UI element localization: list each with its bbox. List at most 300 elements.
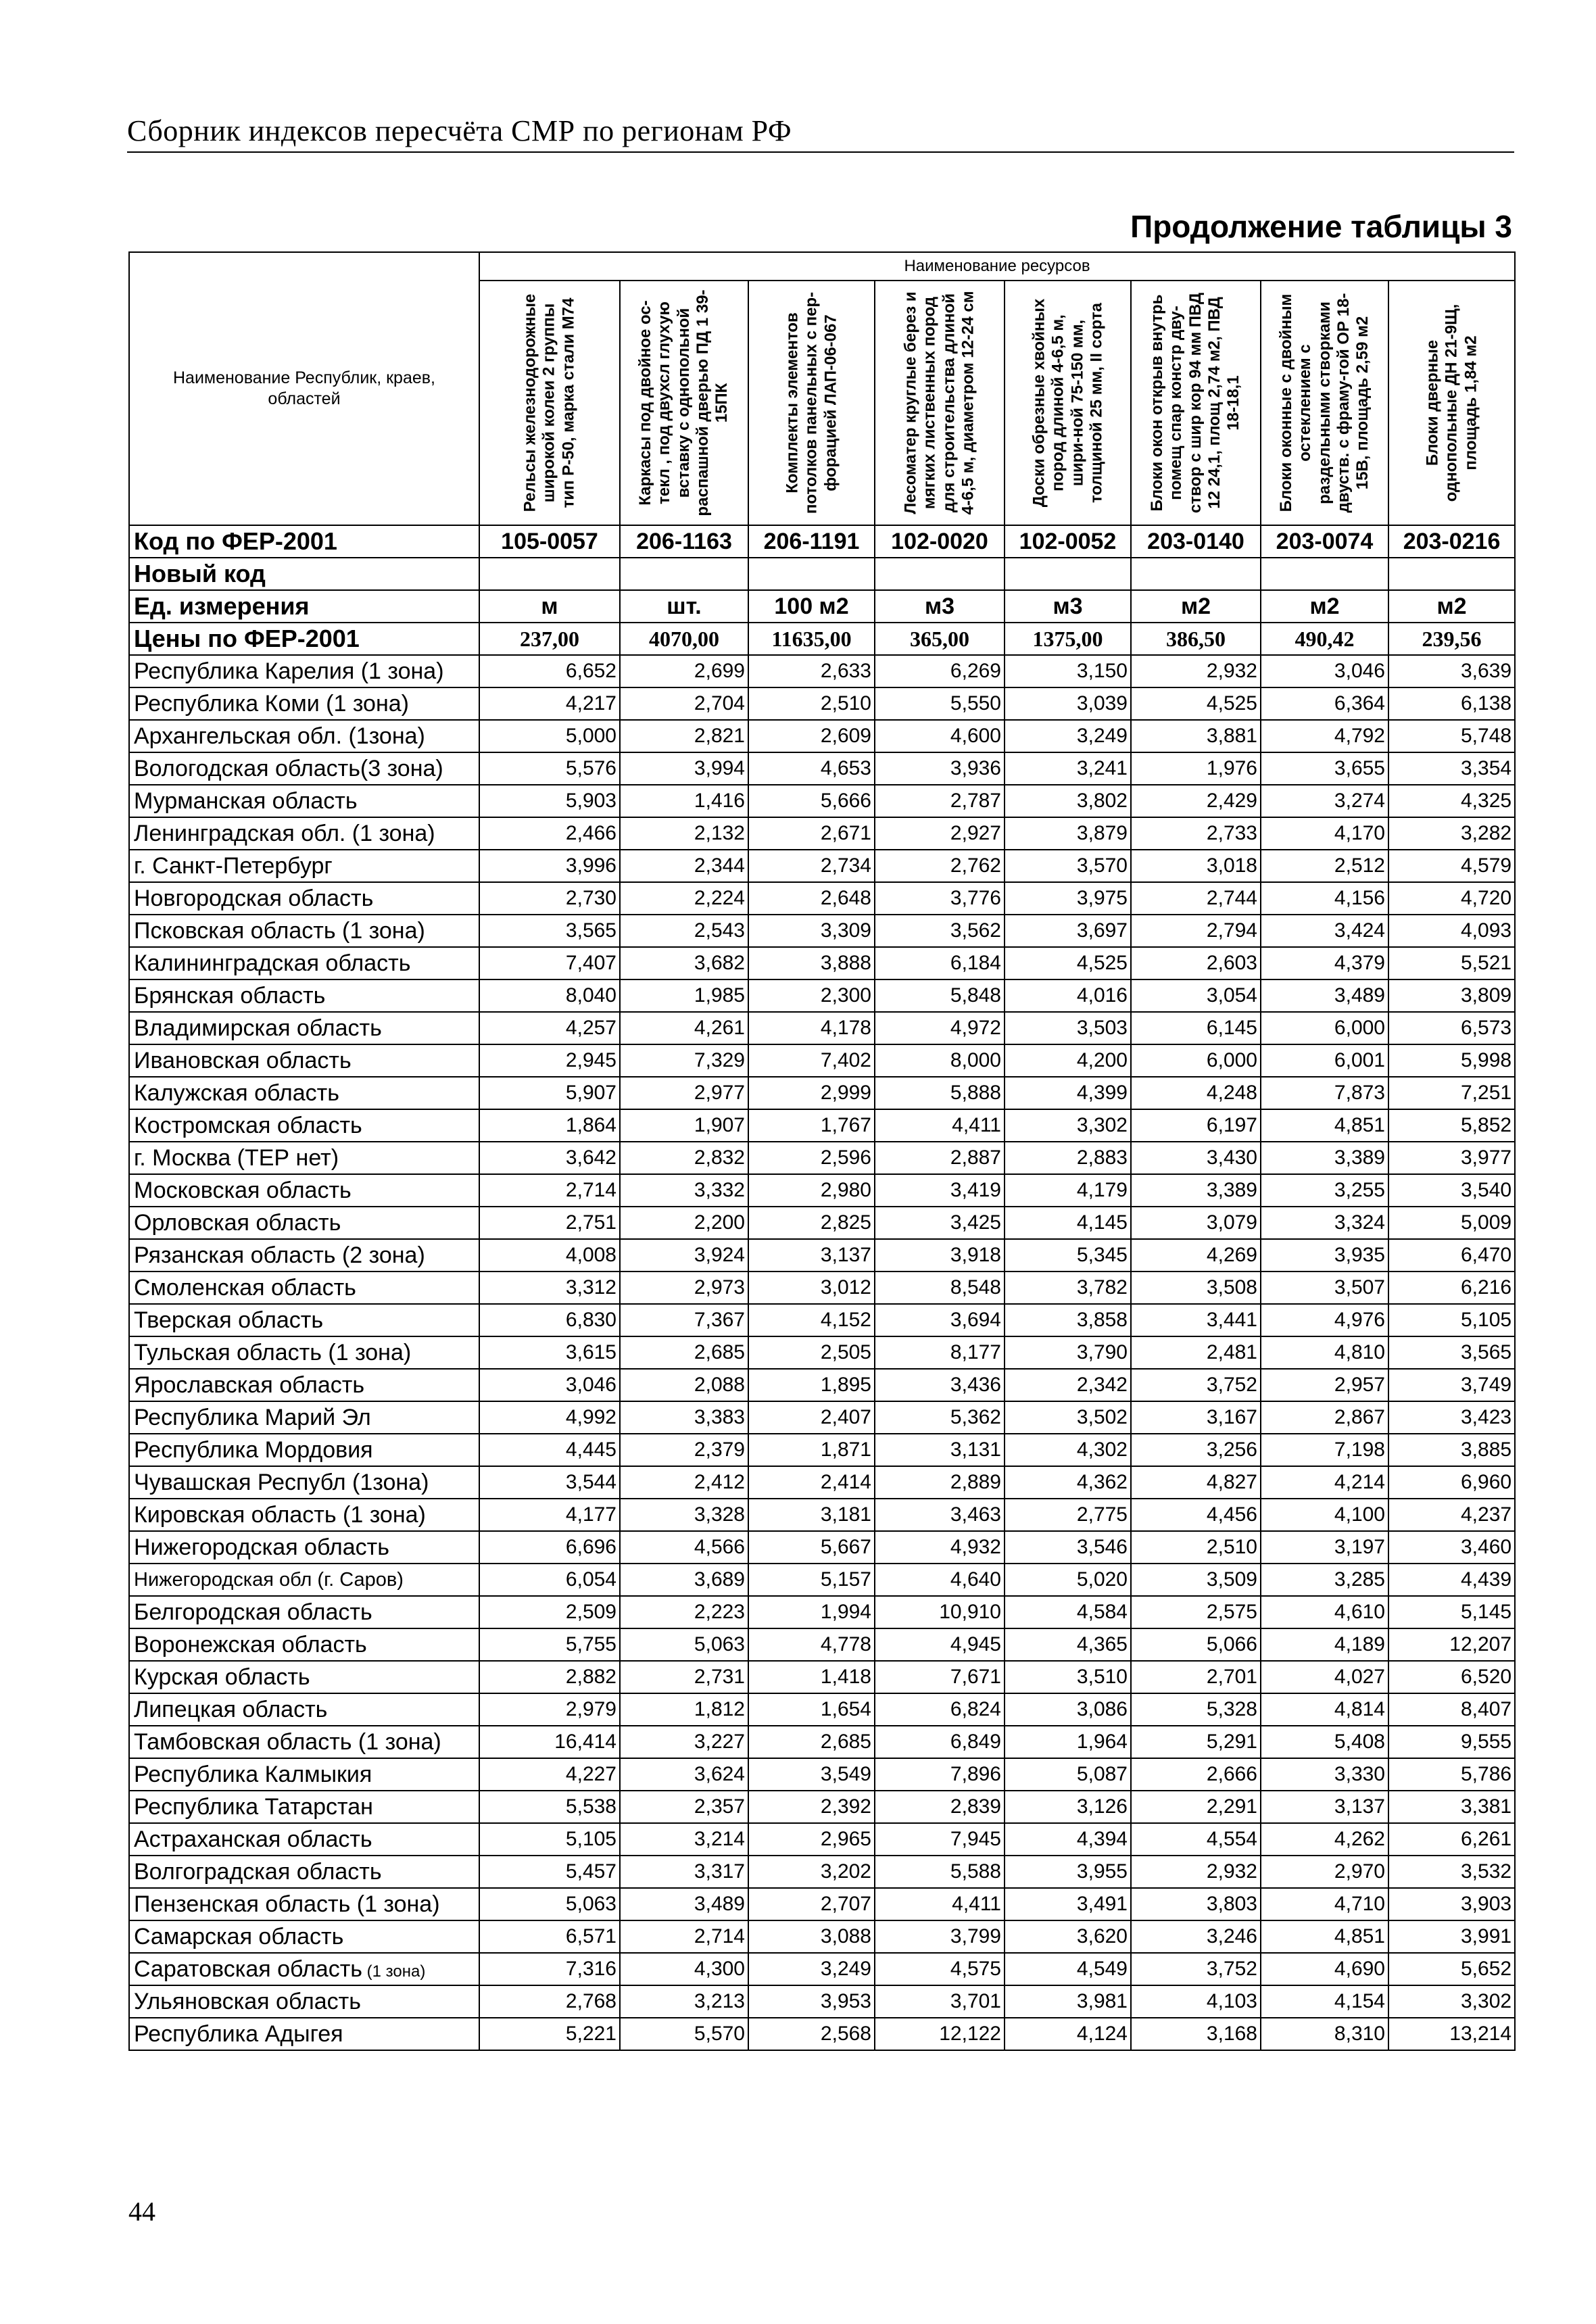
index-value-cell: 3,354 — [1388, 752, 1515, 785]
index-value-cell: 2,648 — [748, 882, 875, 915]
table-row — [129, 1564, 1515, 1596]
index-value-cell: 3,131 — [875, 1434, 1005, 1466]
index-value-cell: 3,419 — [875, 1174, 1005, 1207]
index-value-cell: 2,603 — [1131, 947, 1261, 979]
index-value-cell: 3,137 — [748, 1239, 875, 1272]
meta-cell: м — [479, 590, 620, 623]
resource-column-label: Рельсы железнодорожные широкой колеи 2 группы тип Р-50, марка стали М74 — [521, 293, 578, 512]
index-value-cell: 4,992 — [479, 1401, 620, 1434]
meta-cell: 100 м2 — [748, 590, 875, 623]
index-value-cell: 1,895 — [748, 1369, 875, 1401]
index-value-cell: 4,549 — [1005, 1953, 1131, 1985]
index-value-cell: 4,394 — [1005, 1823, 1131, 1856]
index-value-cell: 7,367 — [620, 1304, 748, 1336]
table-row — [129, 687, 1515, 720]
region-name-text: Тамбовская область (1 зона) — [134, 1728, 441, 1755]
index-table-container — [128, 251, 1514, 2051]
resource-column-header — [1261, 281, 1388, 525]
table-row — [129, 1726, 1515, 1758]
index-value-cell: 2,970 — [1261, 1856, 1388, 1888]
index-value-cell: 4,262 — [1261, 1823, 1388, 1856]
index-value-cell: 2,510 — [748, 687, 875, 720]
region-name-text: Ивановская область — [134, 1047, 352, 1073]
index-value-cell: 6,830 — [479, 1304, 620, 1336]
table-row — [129, 1174, 1515, 1207]
index-value-cell: 4,362 — [1005, 1466, 1131, 1499]
index-value-cell: 4,177 — [479, 1499, 620, 1531]
region-name — [129, 655, 479, 687]
index-value-cell: 4,827 — [1131, 1466, 1261, 1499]
index-value-cell: 3,489 — [1261, 979, 1388, 1012]
index-value-cell: 2,379 — [620, 1434, 748, 1466]
table-row — [129, 1499, 1515, 1531]
index-value-cell: 2,707 — [748, 1888, 875, 1920]
index-value-cell: 2,839 — [875, 1791, 1005, 1823]
index-value-cell: 3,924 — [620, 1239, 748, 1272]
meta-cell: м3 — [1005, 590, 1131, 623]
region-name-text: Астраханская область — [134, 1826, 372, 1852]
index-value-cell: 8,407 — [1388, 1693, 1515, 1726]
resource-column-header — [748, 281, 875, 525]
meta-cell — [479, 558, 620, 590]
index-value-cell: 4,851 — [1261, 1109, 1388, 1142]
index-value-cell: 6,364 — [1261, 687, 1388, 720]
region-name-text: Нижегородская область — [134, 1534, 389, 1560]
index-value-cell: 2,699 — [620, 655, 748, 687]
index-value-cell: 2,512 — [1261, 850, 1388, 882]
index-value-cell: 1,871 — [748, 1434, 875, 1466]
index-value-cell: 2,932 — [1131, 655, 1261, 687]
index-value-cell: 3,507 — [1261, 1272, 1388, 1304]
index-value-cell: 3,086 — [1005, 1693, 1131, 1726]
index-value-cell: 3,383 — [620, 1401, 748, 1434]
index-value-cell: 3,302 — [1005, 1109, 1131, 1142]
index-value-cell: 2,704 — [620, 687, 748, 720]
index-value-cell: 3,167 — [1131, 1401, 1261, 1434]
index-value-cell: 4,248 — [1131, 1077, 1261, 1109]
region-name-text: Мурманская область — [134, 788, 358, 814]
index-value-cell: 2,714 — [479, 1174, 620, 1207]
index-value-cell: 3,694 — [875, 1304, 1005, 1336]
index-value-cell: 4,093 — [1388, 915, 1515, 947]
index-value-cell: 2,223 — [620, 1596, 748, 1628]
resource-column-label: Блоки дверные однопольные ДН 21-9Щ, площадь 1,84 м2 — [1423, 304, 1480, 502]
table-row — [129, 1531, 1515, 1564]
index-value-cell: 4,640 — [875, 1564, 1005, 1596]
index-value-cell: 5,588 — [875, 1856, 1005, 1888]
index-value-cell: 3,012 — [748, 1272, 875, 1304]
index-value-cell: 2,787 — [875, 785, 1005, 817]
index-value-cell: 4,100 — [1261, 1499, 1388, 1531]
region-name-text: Смоленская область — [134, 1274, 356, 1301]
index-value-cell: 4,851 — [1261, 1920, 1388, 1953]
index-value-cell: 8,548 — [875, 1272, 1005, 1304]
index-value-cell: 2,730 — [479, 882, 620, 915]
index-value-cell: 3,955 — [1005, 1856, 1131, 1888]
index-value-cell: 3,381 — [1388, 1791, 1515, 1823]
table-row — [129, 850, 1515, 882]
index-value-cell: 2,882 — [479, 1661, 620, 1693]
meta-cell: 237,00 — [479, 623, 620, 655]
index-value-cell: 3,682 — [620, 947, 748, 979]
index-value-cell: 3,249 — [1005, 720, 1131, 752]
region-name-text: Ульяновская область — [134, 1988, 361, 2014]
index-value-cell: 7,251 — [1388, 1077, 1515, 1109]
index-value-cell: 2,883 — [1005, 1142, 1131, 1174]
table-row — [129, 979, 1515, 1012]
index-value-cell: 6,269 — [875, 655, 1005, 687]
index-value-cell: 1,864 — [479, 1109, 620, 1142]
index-value-cell: 2,979 — [479, 1693, 620, 1726]
region-name — [129, 1239, 479, 1272]
index-value-cell: 3,503 — [1005, 1012, 1131, 1044]
index-value-cell: 2,744 — [1131, 882, 1261, 915]
index-value-cell: 6,184 — [875, 947, 1005, 979]
meta-cell: 105-0057 — [479, 525, 620, 558]
index-value-cell: 8,040 — [479, 979, 620, 1012]
index-value-cell: 2,762 — [875, 850, 1005, 882]
index-value-cell: 5,105 — [479, 1823, 620, 1856]
region-name — [129, 1207, 479, 1239]
index-value-cell: 6,197 — [1131, 1109, 1261, 1142]
index-value-cell: 5,063 — [620, 1628, 748, 1661]
index-value-cell: 3,214 — [620, 1823, 748, 1856]
index-value-cell: 3,508 — [1131, 1272, 1261, 1304]
index-value-cell: 6,652 — [479, 655, 620, 687]
index-value-cell: 3,858 — [1005, 1304, 1131, 1336]
region-name — [129, 979, 479, 1012]
index-value-cell: 8,177 — [875, 1336, 1005, 1369]
index-value-cell: 4,016 — [1005, 979, 1131, 1012]
index-value-cell: 13,214 — [1388, 2018, 1515, 2050]
index-value-cell: 3,803 — [1131, 1888, 1261, 1920]
region-name — [129, 720, 479, 752]
index-value-cell: 2,957 — [1261, 1369, 1388, 1401]
meta-cell — [620, 558, 748, 590]
index-value-cell: 1,654 — [748, 1693, 875, 1726]
region-name-text: Кировская область (1 зона) — [134, 1501, 426, 1528]
resource-column-header — [1388, 281, 1515, 525]
table-row — [129, 1596, 1515, 1628]
index-value-cell: 3,018 — [1131, 850, 1261, 882]
index-value-cell: 3,213 — [620, 1985, 748, 2018]
index-value-cell: 6,138 — [1388, 687, 1515, 720]
table-row — [129, 1466, 1515, 1499]
index-value-cell: 3,309 — [748, 915, 875, 947]
meta-cell: 11635,00 — [748, 623, 875, 655]
index-value-cell: 3,046 — [479, 1369, 620, 1401]
index-value-cell: 4,720 — [1388, 882, 1515, 915]
table-row — [129, 1272, 1515, 1304]
index-value-cell: 3,227 — [620, 1726, 748, 1758]
index-value-cell: 1,416 — [620, 785, 748, 817]
index-value-cell: 7,945 — [875, 1823, 1005, 1856]
resource-column-label: Лесоматер круглые берез и мягких лиственных пород для строительства длиной 4-6,5 м, диаметром 12-24 см — [901, 291, 977, 515]
table-row — [129, 1888, 1515, 1920]
index-value-cell: 8,310 — [1261, 2018, 1388, 2050]
region-name-text: Республика Мордовия — [134, 1436, 373, 1463]
index-value-cell: 4,200 — [1005, 1044, 1131, 1077]
table-row — [129, 1920, 1515, 1953]
index-value-cell: 3,282 — [1388, 817, 1515, 850]
table-row — [129, 1434, 1515, 1466]
index-value-cell: 2,543 — [620, 915, 748, 947]
index-value-cell: 3,054 — [1131, 979, 1261, 1012]
index-value-cell: 2,509 — [479, 1596, 620, 1628]
index-value-cell: 3,991 — [1388, 1920, 1515, 1953]
region-name — [129, 1758, 479, 1791]
index-value-cell: 2,685 — [620, 1336, 748, 1369]
index-value-cell: 2,714 — [620, 1920, 748, 1953]
index-value-cell: 6,520 — [1388, 1661, 1515, 1693]
index-value-cell: 2,821 — [620, 720, 748, 752]
index-value-cell: 5,852 — [1388, 1109, 1515, 1142]
meta-row-label: Код по ФЕР-2001 — [129, 525, 479, 558]
index-value-cell: 1,985 — [620, 979, 748, 1012]
table-row — [129, 752, 1515, 785]
index-value-cell: 3,809 — [1388, 979, 1515, 1012]
index-value-cell: 2,392 — [748, 1791, 875, 1823]
resource-column-label: Доски обрезные хвойных пород длиной 4-6,5 м, шири-ной 75-150 мм, толщиной 25 мм, II сорта — [1029, 298, 1105, 508]
index-value-cell: 2,980 — [748, 1174, 875, 1207]
index-value-cell: 3,689 — [620, 1564, 748, 1596]
meta-cell: 102-0052 — [1005, 525, 1131, 558]
index-value-cell: 2,825 — [748, 1207, 875, 1239]
index-value-cell: 4,154 — [1261, 1985, 1388, 2018]
index-value-cell: 2,734 — [748, 850, 875, 882]
index-value-cell: 3,489 — [620, 1888, 748, 1920]
index-value-cell: 6,261 — [1388, 1823, 1515, 1856]
region-name — [129, 752, 479, 785]
index-value-cell: 3,330 — [1261, 1758, 1388, 1791]
table-row — [129, 1369, 1515, 1401]
region-name-text: Самарская область — [134, 1923, 344, 1950]
index-value-cell: 3,302 — [1388, 1985, 1515, 2018]
index-value-cell: 4,792 — [1261, 720, 1388, 752]
index-value-cell: 5,755 — [479, 1628, 620, 1661]
index-value-cell: 3,509 — [1131, 1564, 1261, 1596]
index-value-cell: 3,565 — [479, 915, 620, 947]
meta-cell: 490,42 — [1261, 623, 1388, 655]
index-value-cell: 2,999 — [748, 1077, 875, 1109]
resource-column-header — [620, 281, 748, 525]
index-value-cell: 2,965 — [748, 1823, 875, 1856]
index-value-cell: 4,584 — [1005, 1596, 1131, 1628]
index-value-cell: 4,152 — [748, 1304, 875, 1336]
index-value-cell: 1,418 — [748, 1661, 875, 1693]
table-row — [129, 785, 1515, 817]
index-value-cell: 8,000 — [875, 1044, 1005, 1077]
region-name — [129, 817, 479, 850]
meta-row — [129, 525, 1515, 558]
index-value-cell: 3,150 — [1005, 655, 1131, 687]
region-name-text: Ленинградская обл. (1 зона) — [134, 820, 435, 846]
table-row — [129, 882, 1515, 915]
index-value-cell: 1,812 — [620, 1693, 748, 1726]
table-row — [129, 1109, 1515, 1142]
index-value-cell: 3,697 — [1005, 915, 1131, 947]
index-value-cell: 4,103 — [1131, 1985, 1261, 2018]
index-value-cell: 2,685 — [748, 1726, 875, 1758]
index-value-cell: 4,690 — [1261, 1953, 1388, 1985]
index-value-cell: 2,927 — [875, 817, 1005, 850]
index-value-cell: 1,964 — [1005, 1726, 1131, 1758]
index-value-cell: 4,411 — [875, 1888, 1005, 1920]
region-name-text: г. Москва (ТЕР нет) — [134, 1144, 339, 1171]
region-name — [129, 1628, 479, 1661]
index-value-cell: 6,145 — [1131, 1012, 1261, 1044]
index-value-cell: 3,642 — [479, 1142, 620, 1174]
region-name-text: Республика Коми (1 зона) — [134, 690, 409, 717]
region-name — [129, 1012, 479, 1044]
index-value-cell: 3,953 — [748, 1985, 875, 2018]
index-value-cell: 2,200 — [620, 1207, 748, 1239]
index-value-cell: 3,888 — [748, 947, 875, 979]
index-value-cell: 3,752 — [1131, 1369, 1261, 1401]
index-value-cell: 3,885 — [1388, 1434, 1515, 1466]
index-value-cell: 2,945 — [479, 1044, 620, 1077]
index-value-cell: 5,748 — [1388, 720, 1515, 752]
index-value-cell: 3,181 — [748, 1499, 875, 1531]
index-value-cell: 4,814 — [1261, 1693, 1388, 1726]
index-value-cell: 2,412 — [620, 1466, 748, 1499]
region-name — [129, 1466, 479, 1499]
index-value-cell: 7,402 — [748, 1044, 875, 1077]
index-value-cell: 2,414 — [748, 1466, 875, 1499]
index-value-cell: 5,538 — [479, 1791, 620, 1823]
index-value-cell: 4,945 — [875, 1628, 1005, 1661]
index-value-cell: 6,054 — [479, 1564, 620, 1596]
index-value-cell: 2,596 — [748, 1142, 875, 1174]
region-name — [129, 687, 479, 720]
index-value-cell: 4,156 — [1261, 882, 1388, 915]
meta-cell: 4070,00 — [620, 623, 748, 655]
region-name-text: Нижегородская обл (г. Саров) — [134, 1568, 404, 1591]
index-value-cell: 2,887 — [875, 1142, 1005, 1174]
table-row — [129, 1985, 1515, 2018]
table-row — [129, 1693, 1515, 1726]
index-value-cell: 4,778 — [748, 1628, 875, 1661]
index-value-cell: 5,570 — [620, 2018, 748, 2050]
region-name-text: Владимирская область — [134, 1015, 382, 1041]
index-value-cell: 3,202 — [748, 1856, 875, 1888]
resource-column-header — [1131, 281, 1261, 525]
index-value-cell: 6,960 — [1388, 1466, 1515, 1499]
index-value-cell: 7,329 — [620, 1044, 748, 1077]
index-value-cell: 4,008 — [479, 1239, 620, 1272]
index-value-cell: 3,782 — [1005, 1272, 1131, 1304]
index-value-cell: 4,365 — [1005, 1628, 1131, 1661]
region-name-text: Брянская область — [134, 982, 326, 1009]
region-name — [129, 1434, 479, 1466]
index-value-cell: 3,491 — [1005, 1888, 1131, 1920]
table-row — [129, 1401, 1515, 1434]
index-value-cell: 2,224 — [620, 882, 748, 915]
index-value-cell: 4,810 — [1261, 1336, 1388, 1369]
index-value-cell: 3,039 — [1005, 687, 1131, 720]
resource-column-header — [875, 281, 1005, 525]
index-value-cell: 12,122 — [875, 2018, 1005, 2050]
index-value-cell: 1,767 — [748, 1109, 875, 1142]
header-rule — [127, 151, 1514, 153]
meta-cell — [748, 558, 875, 590]
index-value-cell: 2,768 — [479, 1985, 620, 2018]
meta-cell: м3 — [875, 590, 1005, 623]
region-name-text: Республика Марий Эл — [134, 1404, 371, 1430]
meta-cell — [1131, 558, 1261, 590]
index-value-cell: 6,573 — [1388, 1012, 1515, 1044]
region-name — [129, 785, 479, 817]
index-value-cell: 3,324 — [1261, 1207, 1388, 1239]
index-value-cell: 3,936 — [875, 752, 1005, 785]
table-row — [129, 817, 1515, 850]
region-name — [129, 1499, 479, 1531]
index-value-cell: 2,344 — [620, 850, 748, 882]
index-value-cell: 1,994 — [748, 1596, 875, 1628]
index-value-cell: 6,571 — [479, 1920, 620, 1953]
index-value-cell: 3,655 — [1261, 752, 1388, 785]
index-value-cell: 7,896 — [875, 1758, 1005, 1791]
index-value-cell: 4,325 — [1388, 785, 1515, 817]
index-value-cell: 5,786 — [1388, 1758, 1515, 1791]
meta-row — [129, 623, 1515, 655]
index-value-cell: 5,221 — [479, 2018, 620, 2050]
index-value-cell: 3,544 — [479, 1466, 620, 1499]
table-row — [129, 1142, 1515, 1174]
index-value-cell: 4,439 — [1388, 1564, 1515, 1596]
region-name-text: Калининградская область — [134, 950, 411, 976]
region-name — [129, 882, 479, 915]
table-row — [129, 1628, 1515, 1661]
index-value-cell: 5,903 — [479, 785, 620, 817]
index-value-cell: 2,568 — [748, 2018, 875, 2050]
meta-row-label: Цены по ФЕР-2001 — [129, 623, 479, 655]
region-name-text: Белгородская область — [134, 1599, 372, 1625]
region-name — [129, 1888, 479, 1920]
index-value-cell: 2,505 — [748, 1336, 875, 1369]
index-value-cell: 3,981 — [1005, 1985, 1131, 2018]
region-name-text: Новгородская область — [134, 885, 374, 911]
index-value-cell: 3,424 — [1261, 915, 1388, 947]
continuation-title: Продолжение таблицы 3 — [1130, 209, 1512, 244]
index-value-cell: 4,227 — [479, 1758, 620, 1791]
table-row — [129, 1336, 1515, 1369]
region-column-header: Наименование Республик, краев, областей — [129, 252, 479, 525]
index-value-cell: 3,046 — [1261, 655, 1388, 687]
index-value-cell: 4,411 — [875, 1109, 1005, 1142]
index-value-cell: 5,291 — [1131, 1726, 1261, 1758]
index-value-cell: 3,168 — [1131, 2018, 1261, 2050]
meta-row-label: Новый код — [129, 558, 479, 590]
page-number: 44 — [128, 2196, 155, 2227]
region-name — [129, 1531, 479, 1564]
meta-cell: 203-0074 — [1261, 525, 1388, 558]
region-name-text: Орловская область — [134, 1209, 341, 1236]
region-name-text: Республика Татарстан — [134, 1793, 373, 1820]
index-value-cell: 4,932 — [875, 1531, 1005, 1564]
index-value-cell: 3,126 — [1005, 1791, 1131, 1823]
meta-rows — [129, 525, 1515, 655]
index-value-cell: 5,157 — [748, 1564, 875, 1596]
index-value-cell: 4,653 — [748, 752, 875, 785]
index-value-cell: 3,088 — [748, 1920, 875, 1953]
region-name — [129, 1856, 479, 1888]
index-value-cell: 4,178 — [748, 1012, 875, 1044]
index-value-cell: 4,170 — [1261, 817, 1388, 850]
resource-column-header — [479, 281, 620, 525]
index-value-cell: 5,345 — [1005, 1239, 1131, 1272]
data-rows — [129, 655, 1515, 2050]
